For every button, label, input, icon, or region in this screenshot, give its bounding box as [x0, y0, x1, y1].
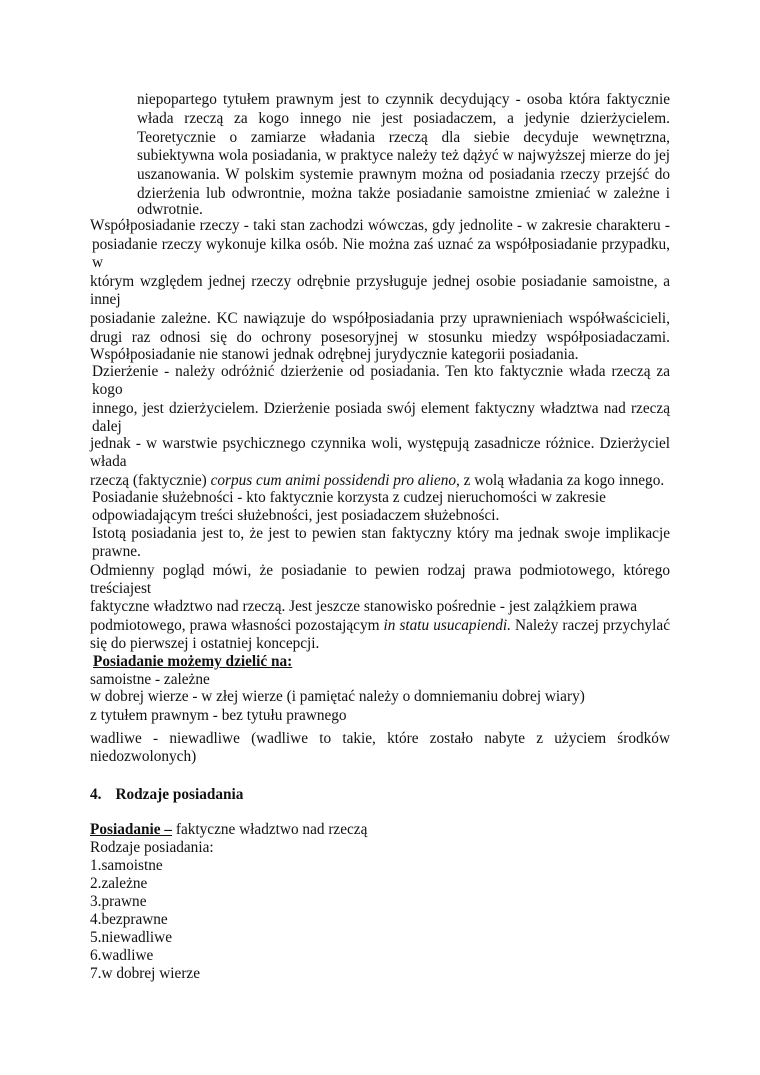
text-line: Odmienny pogląd mówi, że posiadanie to pewien rodzaj prawa podmiotowego, którego [90, 562, 670, 579]
text-line: posiadanie zależne. KC nawiązuje do współposiadania przy uprawnieniach współwaścicieli, [90, 310, 670, 327]
text-line: się do pierwszej i ostatniej koncepcji. [90, 635, 320, 652]
text-line: 2.zależne [90, 875, 148, 892]
text-line: którym względem jednej rzeczy odrębnie przysługuje jednej osobie posiadanie samoistne, a [90, 273, 670, 290]
text-line: drugi raz odnosi się do ochrony posesoryjnej w stosunku miedzy współposiadaczami. [90, 329, 670, 346]
text-line: 5.niewadliwe [90, 929, 172, 946]
italic-phrase: corpus cum animi possidendi pro alieno [210, 472, 457, 489]
text-line: niepopartego tytułem prawnym jest to czynnik decydujący - osoba która faktycznie [137, 91, 670, 108]
text-line [90, 616, 670, 635]
text-line: prawne. [92, 543, 141, 560]
text-line: dzierżenia lub odwrontnie, można także posiadanie samoistne zmieniać w zależne i [137, 185, 670, 202]
text-segment: Należy raczej przychylać [511, 617, 671, 634]
bold-text: Rodzaje posiadania [115, 786, 244, 803]
text-segment: faktyczne władztwo nad rzeczą [172, 821, 368, 838]
text-segment: podmiotowego, prawa własności pozostającym [90, 617, 384, 634]
text-line: jednak - w warstwie psychicznego czynnika woli, występują zasadnicze różnice. Dzierżyciel [90, 435, 670, 452]
text-line: wadliwe - niewadliwe (wadliwe to takie, które zostało nabyte z użyciem środków [90, 730, 670, 747]
text-line: innego, jest dzierżycielem. Dzierżenie posiada swój element faktyczny władztwa nad rzeczą [92, 400, 670, 417]
text-line: Teoretycznie o zamiarze władania rzeczą dla siebie decyduje wewnętrzna, [137, 129, 670, 146]
text-line: niedozwolonych) [90, 748, 197, 765]
text-line: uszanowania. W polskim systemie prawnym można od posiadania rzeczy przejść do [137, 166, 670, 183]
text-line: w dobrej wierze - w złej wierze (i pamiętać należy o domniemaniu dobrej wiary) [90, 688, 585, 705]
text-line: odpowiadającym treści służebności, jest posiadaczem służebności. [92, 507, 500, 524]
text-line: dalej [92, 418, 122, 435]
text-line: Dzierżenie - należy odróżnić dzierżenie od posiadania. Ten kto faktycznie włada rzeczą za [92, 363, 670, 380]
text-line: 4.bezprawne [90, 911, 168, 928]
bold-text: Posiadanie – [90, 821, 173, 838]
text-line: Współposiadanie nie stanowi jednak odrębnej jurydycznie kategorii posiadania. [90, 346, 579, 363]
text-line: 3.prawne [90, 893, 147, 910]
text-line: Rodzaje posiadania: [90, 839, 214, 856]
text-segment: rzeczą (faktycznie) [90, 472, 211, 489]
bold-text: 4. [90, 786, 102, 803]
bold-text: Posiadanie możemy dzielić na: [93, 653, 293, 670]
text-line: 1.samoistne [90, 857, 163, 874]
text-line: Istotą posiadania jest to, że jest to pewien stan faktyczny który ma jednak swoje implikacje [92, 525, 670, 542]
text-line [90, 820, 367, 839]
text-line: 6.wadliwe [90, 947, 154, 964]
text-line: samoistne - zależne [90, 671, 210, 688]
text-line: kogo [92, 381, 123, 398]
text-line: w [92, 254, 104, 271]
text-line: posiadanie rzeczy wykonuje kilka osób. Nie można zaś uznać za współposiadanie przypadku, [92, 236, 670, 253]
text-line: odwrotnie. [137, 201, 203, 218]
text-line: włada [90, 453, 127, 470]
subheading [93, 652, 292, 671]
text-line: Posiadanie służebności - kto faktycznie korzysta z cudzej nieruchomości w zakresie [92, 489, 606, 506]
text-line: 7.w dobrej wierze [90, 965, 201, 982]
text-line: treściajest [90, 580, 152, 597]
text-line: innej [90, 291, 121, 308]
section-heading [90, 785, 243, 804]
italic-phrase: in statu usucapiendi. [383, 617, 511, 634]
text-line: Współposiadanie rzeczy - taki stan zachodzi wówczas, gdy jednolite - w zakresie charakteru - [90, 217, 670, 234]
text-line: faktyczne władztwo nad rzeczą. Jest jeszcze stanowisko pośrednie - jest zalążkiem prawa [90, 598, 638, 615]
text-segment: , z wolą władania za kogo innego. [456, 472, 665, 489]
text-line: włada rzeczą za kogo innego nie jest posiadaczem, a jedynie dzierżycielem. [137, 110, 670, 127]
text-line: subiektywna wola posiadania, w praktyce należy też dążyć w najwyższej mierze do jej [137, 147, 670, 164]
text-line: z tytułem prawnym - bez tytułu prawnego [90, 707, 347, 724]
